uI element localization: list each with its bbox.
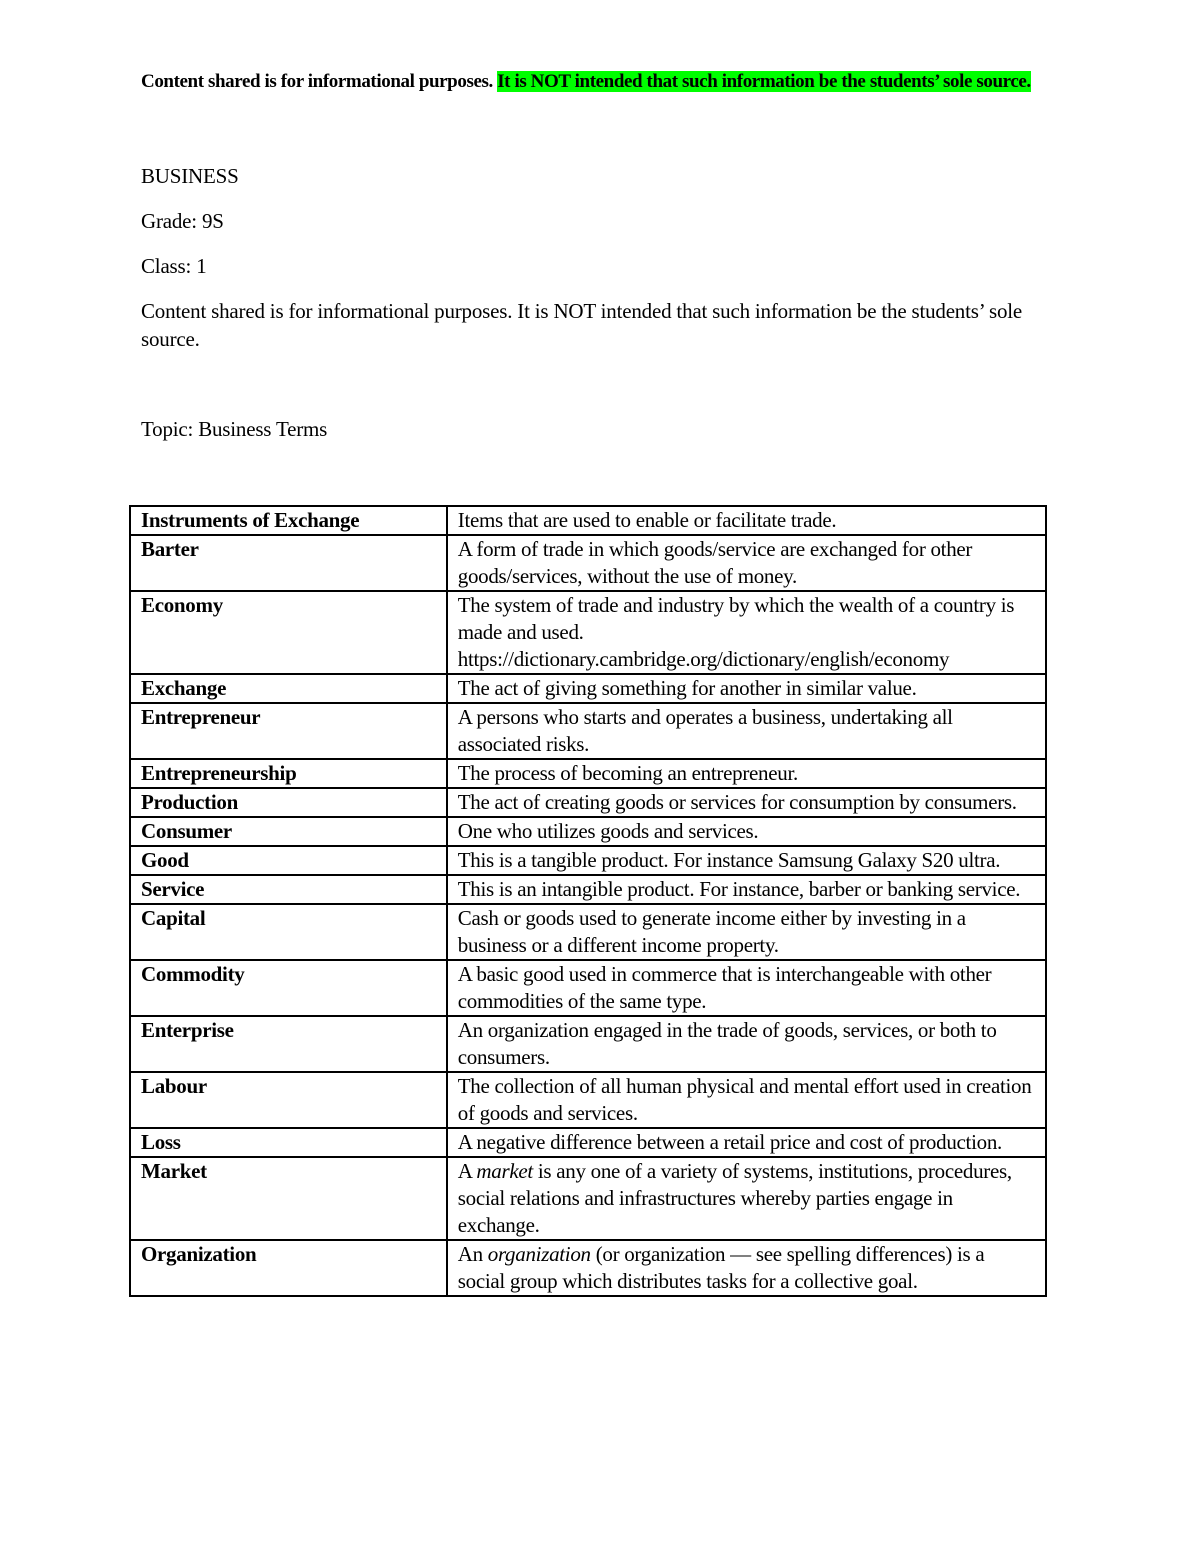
definition-text-after: (or organization — see spelling differences) is a social group which distributes tasks for a collective goal. (457, 1242, 985, 1293)
definition-cell: This is an intangible product. For instance, barber or banking service. (447, 875, 1046, 904)
table-row (130, 960, 1046, 1016)
table-row (130, 1072, 1046, 1128)
table-row (130, 1016, 1046, 1072)
term-cell: Commodity (130, 960, 447, 1016)
definition-cell: Items that are used to enable or facilitate trade. (447, 506, 1046, 535)
table-row (130, 591, 1046, 674)
definition-cell: This is a tangible product. For instance Samsung Galaxy S20 ultra. (447, 846, 1046, 875)
reference-link[interactable]: https://dictionary.cambridge.org/dictionary/english/economy (457, 647, 950, 671)
table-row (130, 1157, 1046, 1240)
term-cell: Entrepreneur (130, 703, 447, 759)
table-row (130, 1240, 1046, 1296)
term-cell: Good (130, 846, 447, 875)
definition-cell: One who utilizes goods and services. (447, 817, 1046, 846)
term-cell: Capital (130, 904, 447, 960)
definition-text-before: An (457, 1242, 488, 1266)
term-cell: Loss (130, 1128, 447, 1157)
subject-title: BUSINESS (141, 164, 239, 188)
class-line: Class: 1 (141, 254, 207, 278)
term-cell: Exchange (130, 674, 447, 703)
definition-cell: A negative difference between a retail price and cost of production. (447, 1128, 1046, 1157)
definition-cell (447, 1157, 1046, 1240)
definition-cell: A form of trade in which goods/service are exchanged for other goods/services, without the use of money. (447, 535, 1046, 591)
term-cell: Labour (130, 1072, 447, 1128)
header-disclaimer (141, 70, 1051, 94)
table-row (130, 703, 1046, 759)
definition-text-before: A (457, 1159, 477, 1183)
term-cell: Instruments of Exchange (130, 506, 447, 535)
term-cell: Service (130, 875, 447, 904)
table-row (130, 759, 1046, 788)
table-row (130, 817, 1046, 846)
definition-cell: An organization engaged in the trade of goods, services, or both to consumers. (447, 1016, 1046, 1072)
definition-cell: The process of becoming an entrepreneur. (447, 759, 1046, 788)
topic-line: Topic: Business Terms (141, 417, 328, 441)
definition-cell (447, 591, 1046, 674)
business-terms-table (129, 505, 1047, 1297)
definition-cell: The collection of all human physical and mental effort used in creation of goods and services. (447, 1072, 1046, 1128)
definition-text: The system of trade and industry by which the wealth of a country is made and used. (457, 593, 1015, 644)
definition-cell: A persons who starts and operates a business, undertaking all associated risks. (447, 703, 1046, 759)
table-row (130, 1128, 1046, 1157)
definition-text-italic: organization (487, 1242, 591, 1266)
header-disclaimer-highlight: It is NOT intended that such information be the students’ sole source. (497, 71, 1031, 92)
grade-line: Grade: 9S (141, 209, 224, 233)
term-cell: Barter (130, 535, 447, 591)
table-row (130, 674, 1046, 703)
definition-cell: The act of giving something for another in similar value. (447, 674, 1046, 703)
body-disclaimer: Content shared is for informational purposes. It is NOT intended that such information be the students’ sole source. (141, 299, 1023, 351)
term-cell: Organization (130, 1240, 447, 1296)
header-disclaimer-plain: Content shared is for informational purposes. (141, 71, 498, 92)
term-cell: Economy (130, 591, 447, 674)
definition-text-after: is any one of a variety of systems, institutions, procedures, social relations and infrastructures whereby parties engage in exchange. (457, 1159, 1012, 1237)
table-row (130, 535, 1046, 591)
definition-cell: Cash or goods used to generate income either by investing in a business or a different income property. (447, 904, 1046, 960)
definition-cell: The act of creating goods or services for consumption by consumers. (447, 788, 1046, 817)
table-row (130, 846, 1046, 875)
term-cell: Enterprise (130, 1016, 447, 1072)
term-cell: Entrepreneurship (130, 759, 447, 788)
table-row (130, 788, 1046, 817)
term-cell: Market (130, 1157, 447, 1240)
term-cell: Production (130, 788, 447, 817)
definition-cell (447, 1240, 1046, 1296)
table-row (130, 904, 1046, 960)
table-row (130, 506, 1046, 535)
definition-cell: A basic good used in commerce that is interchangeable with other commodities of the same type. (447, 960, 1046, 1016)
definition-text-italic: market (476, 1159, 533, 1183)
term-cell: Consumer (130, 817, 447, 846)
table-row (130, 875, 1046, 904)
